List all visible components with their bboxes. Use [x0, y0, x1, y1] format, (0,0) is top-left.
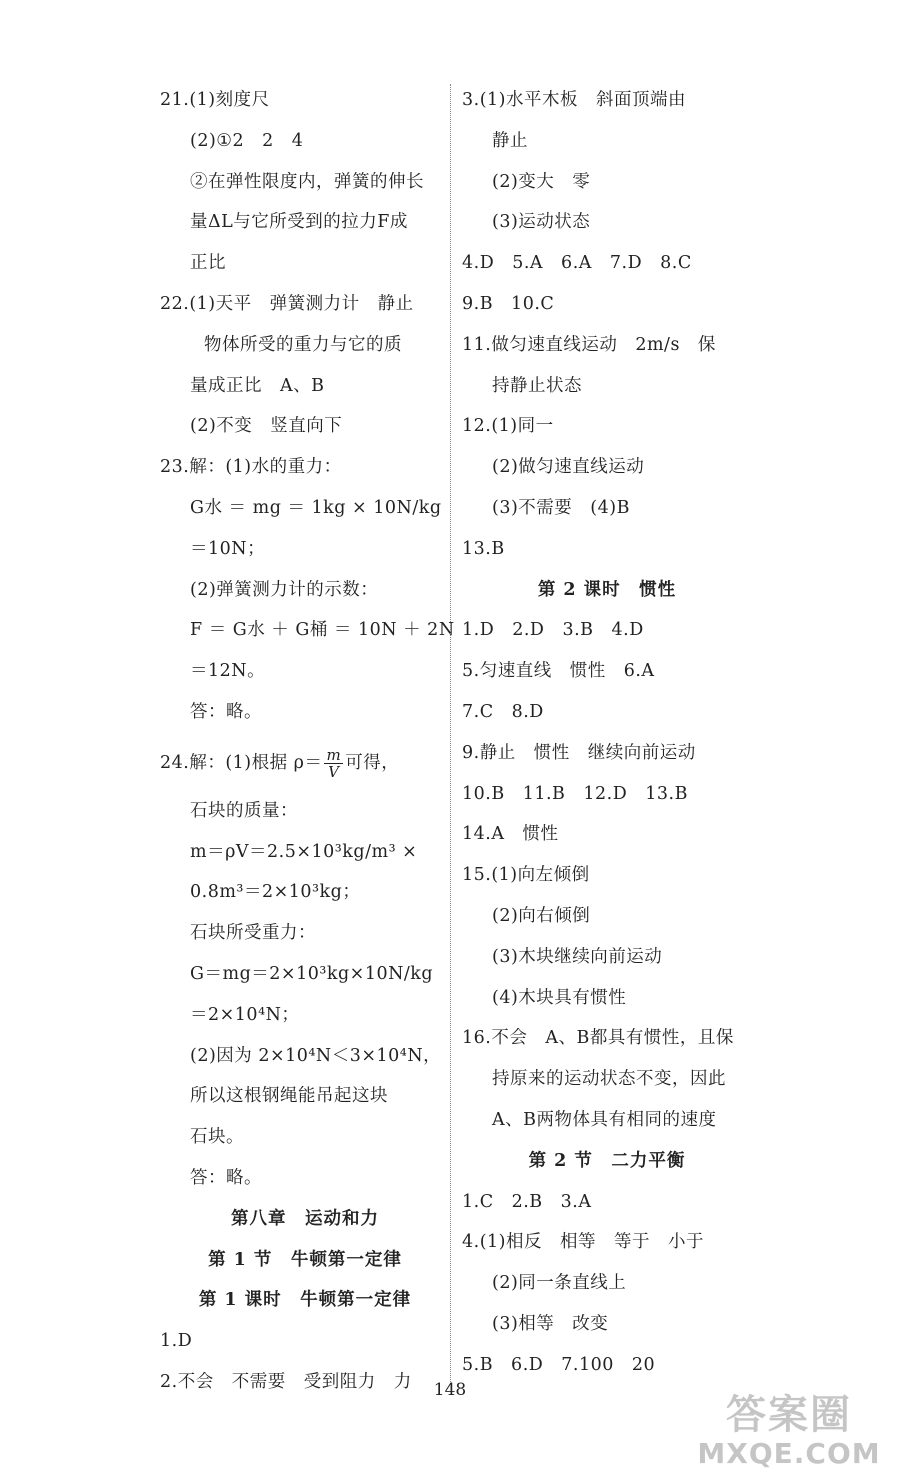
- answer-line: (2)同一条直线上: [492, 1273, 627, 1294]
- answer-line: 23.解：(1)水的重力：: [160, 457, 342, 478]
- answer-line: 1.C 2.B 3.A: [462, 1191, 592, 1212]
- answer-line: 3.(1)水平木板 斜面顶端由: [462, 90, 686, 110]
- answer-line: 12.(1)同一: [462, 416, 554, 437]
- fraction-numerator: m: [326, 745, 342, 764]
- answer-line: 量成正比 A、B: [190, 375, 325, 396]
- section-heading: 第 1 节 牛顿第一定律: [208, 1249, 402, 1270]
- section-heading: 第 2 节 二力平衡: [528, 1150, 686, 1171]
- answer-line: 石块。: [190, 1127, 244, 1148]
- answer-line: 15.(1)向左倾倒: [462, 865, 590, 886]
- answer-line: (2)①2 2 4: [190, 130, 304, 151]
- section-heading: 第 1 课时 牛顿第一定律: [198, 1290, 412, 1311]
- answer-line: (3)相等 改变: [492, 1313, 609, 1334]
- answer-line: m＝ρV＝2.5×10³kg/m³ ×: [190, 841, 418, 862]
- answer-line: 9.B 10.C: [462, 293, 555, 314]
- answer-line: (3)不需要 (4)B: [492, 497, 630, 518]
- answer-line: 5.B 6.D 7.100 20: [462, 1354, 656, 1375]
- answer-line: 10.B 11.B 12.D 13.B: [462, 783, 688, 804]
- answer-line: 4.D 5.A 6.A 7.D 8.C: [462, 253, 692, 274]
- answer-line: 0.8m³＝2×10³kg；: [190, 882, 361, 903]
- answer-line: 1.D 2.D 3.B 4.D: [462, 620, 644, 641]
- answer-line-formula: [160, 737, 450, 795]
- answer-line: 石块所受重力：: [190, 923, 316, 944]
- answer-line: G＝mg＝2×10³kg×10N/kg: [190, 963, 434, 984]
- answer-line: (2)做匀速直线运动: [492, 457, 645, 478]
- answer-line: 2.不会 不需要 受到阻力 力: [160, 1371, 412, 1392]
- answer-line: (3)运动状态: [492, 212, 591, 233]
- answer-line: ＝12N。: [190, 661, 266, 682]
- answer-line: 1.D: [160, 1331, 193, 1352]
- answer-line: 5.匀速直线 惯性 6.A: [462, 661, 655, 682]
- answer-line: A、B两物体具有相同的速度: [492, 1109, 717, 1130]
- answer-line: (2)因为 2×10⁴N＜3×10⁴N，: [190, 1045, 442, 1066]
- answer-line: 14.A 惯性: [462, 824, 559, 845]
- answer-line: 所以这根钢绳能吊起这块: [190, 1086, 388, 1107]
- right-column: [462, 84, 752, 1390]
- answer-line: 持原来的运动状态不变，因此: [492, 1069, 726, 1090]
- answer-line: 22.(1)天平 弹簧测力计 静止: [160, 293, 414, 314]
- watermark-en: MXQE.COM: [697, 1437, 881, 1470]
- left-column: [160, 84, 455, 1407]
- formula-suffix: 可得，: [345, 752, 400, 773]
- answer-line: 答：略。: [190, 701, 262, 722]
- answer-line: (4)木块具有惯性: [492, 987, 627, 1008]
- answer-line: 13.B: [462, 538, 505, 559]
- answer-line: (3)木块继续向前运动: [492, 946, 663, 967]
- answer-line: ＝10N；: [190, 538, 266, 559]
- answer-line: 11.做匀速直线运动 2m/s 保: [462, 334, 716, 355]
- answer-line: 静止: [492, 130, 528, 151]
- answer-line: 7.C 8.D: [462, 701, 544, 722]
- answer-line: 4.(1)相反 相等 等于 小于: [462, 1232, 704, 1253]
- answer-line: G水 ＝ mg ＝ 1kg × 10N/kg: [190, 497, 442, 518]
- answer-line: 21.(1)刻度尺: [160, 90, 270, 110]
- page-number: 148: [433, 1380, 467, 1400]
- answer-line: 石块的质量：: [190, 800, 298, 821]
- answer-line: ＝2×10⁴N；: [190, 1004, 300, 1025]
- answer-line: 16.不会 A、B都具有惯性，且保: [462, 1028, 734, 1049]
- answer-line: 物体所受的重力与它的质: [204, 334, 402, 355]
- section-heading: 第八章 运动和力: [231, 1208, 379, 1229]
- answer-line: ②在弹性限度内，弹簧的伸长: [190, 171, 424, 192]
- answer-line: 9.静止 惯性 继续向前运动: [462, 742, 696, 763]
- formula-prefix: 24.解：(1)根据 ρ＝: [160, 752, 323, 773]
- density-fraction: [324, 747, 343, 780]
- answer-line: (2)向右倾倒: [492, 905, 591, 926]
- fraction-denominator: V: [328, 762, 340, 781]
- answer-line: 正比: [190, 253, 226, 274]
- watermark-cn: 答案圈: [726, 1392, 852, 1438]
- section-heading: 第 2 课时 惯性: [537, 579, 677, 600]
- watermark-logo: [696, 1392, 882, 1472]
- answer-line: 持静止状态: [492, 375, 582, 396]
- answer-line: (2)不变 竖直向下: [190, 416, 343, 437]
- answer-line: 量ΔL与它所受到的拉力F成: [190, 212, 408, 233]
- answer-line: (2)变大 零: [492, 171, 591, 192]
- answer-line: F ＝ G水 ＋ G桶 ＝ 10N ＋ 2N: [190, 620, 455, 641]
- answer-line: (2)弹簧测力计的示数：: [190, 579, 379, 600]
- answer-line: 答：略。: [190, 1167, 262, 1188]
- column-divider: [450, 84, 451, 1384]
